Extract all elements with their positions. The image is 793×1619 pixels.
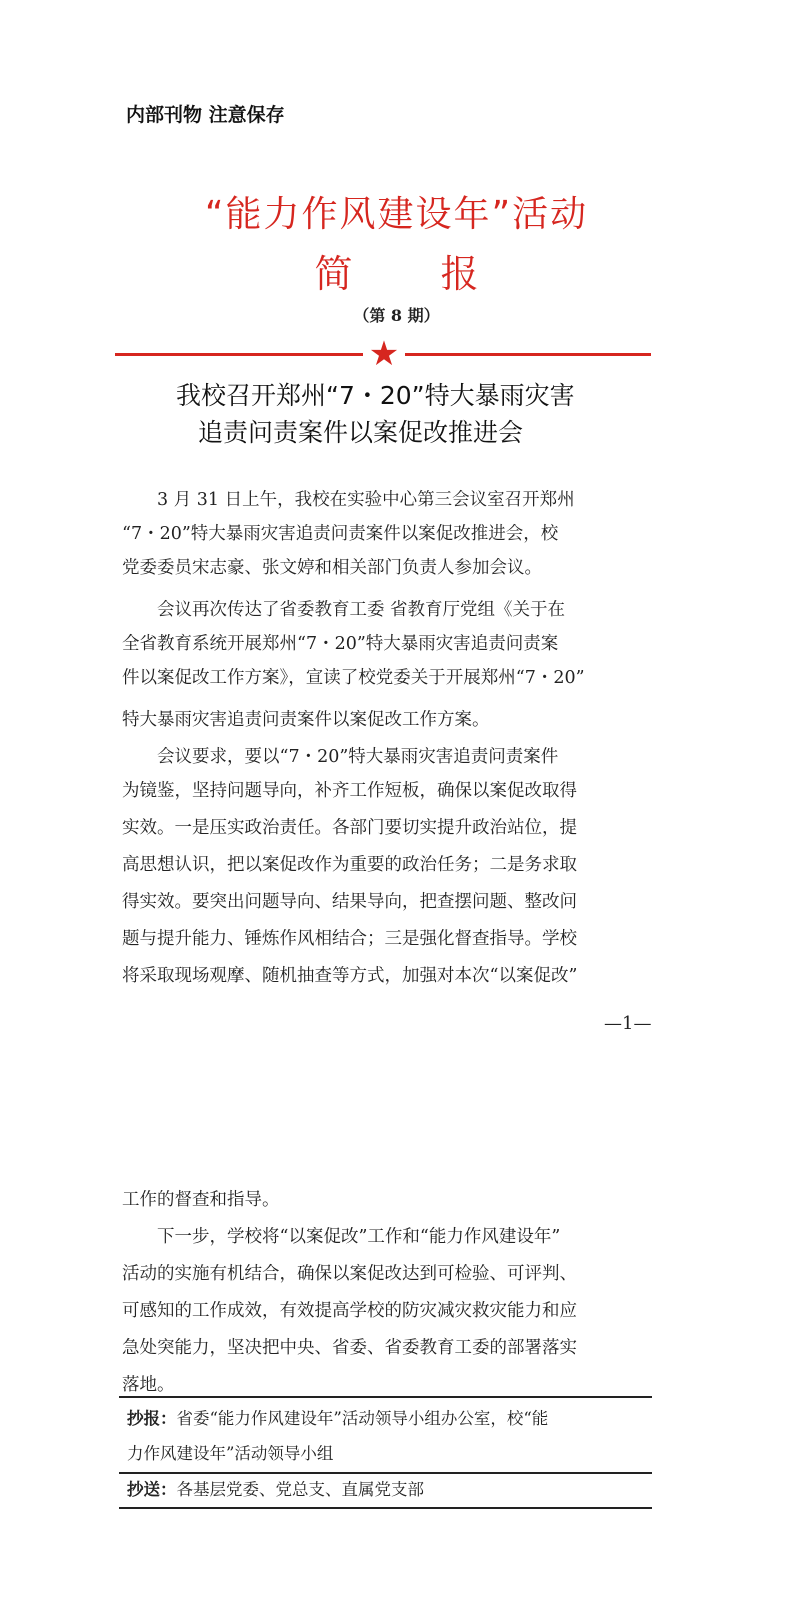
subtitle-char-1: 简: [314, 252, 353, 296]
body-line: 特大暴雨灾害追责问责案件以案促改工作方案。: [122, 710, 490, 730]
copy-to-text: 各基层党委、党总支、直属党支部: [176, 1480, 424, 1499]
copy-to-line: [127, 1474, 424, 1506]
body-line: 3 月 31 日上午，我校在实验中心第三会议室召开郑州: [122, 490, 575, 510]
body-line: 会议再次传达了省委教育工委 省教育厅党组《关于在: [122, 600, 566, 620]
body-line: “7・20”特大暴雨灾害追责问责案件以案促改推进会，校: [122, 524, 559, 544]
copy-to-label: 抄送：: [127, 1480, 177, 1499]
body-line: 高思想认识，把以案促改作为重要的政治任务；二是务求取: [122, 855, 577, 875]
distribution-rule-bottom: [119, 1507, 652, 1509]
body-line: 可感知的工作成效，有效提高学校的防灾减灾救灾能力和应: [122, 1301, 577, 1321]
body-line: 为镜鉴，坚持问题导向，补齐工作短板，确保以案促改取得: [122, 781, 577, 801]
issue-number: （第 8 期）: [353, 306, 440, 325]
star-icon: ★: [368, 334, 400, 374]
body-line: 件以案促改工作方案》，宣读了校党委关于开展郑州“7・20”: [122, 668, 585, 688]
body-line: 落地。: [122, 1375, 175, 1395]
body-line: 活动的实施有机结合，确保以案促改达到可检验、可评判、: [122, 1264, 577, 1284]
body-line: 得实效。要突出问题导向、结果导向，把查摆问题、整改问: [122, 892, 577, 912]
body-line: 将采取现场观摩、随机抽查等方式，加强对本次“以案促改”: [122, 966, 578, 986]
distribution-rule-top: [119, 1396, 652, 1398]
report-to-label: 抄报：: [127, 1409, 177, 1428]
masthead-rule-left: [115, 353, 363, 356]
masthead-rule-right: [405, 353, 651, 356]
body-line: 题与提升能力、锤炼作风相结合；三是强化督查指导。学校: [122, 929, 577, 949]
masthead-subtitle: [0, 243, 793, 298]
body-line: 实效。一是压实政治责任。各部门要切实提升政治站位，提: [122, 818, 577, 838]
report-to-line-1: [127, 1403, 548, 1435]
body-line: 党委委员宋志豪、张文婷和相关部门负责人参加会议。: [122, 558, 542, 578]
classification-label: 内部刊物 注意保存: [126, 104, 285, 126]
page-number: —1—: [604, 1013, 652, 1034]
masthead-title: “能力作风建设年”活动: [204, 194, 589, 235]
headline-line-2: 追责问责案件以案促改推进会: [198, 418, 524, 447]
body-line: 急处突能力，坚决把中央、省委、省委教育工委的部署落实: [122, 1338, 577, 1358]
subtitle-char-2: 报: [440, 252, 479, 296]
report-to-line-2: 力作风建设年”活动领导小组: [127, 1444, 334, 1463]
report-to-text: 省委“能力作风建设年”活动领导小组办公室，校“能: [176, 1409, 549, 1428]
body-line: 下一步，学校将“以案促改”工作和“能力作风建设年”: [122, 1227, 561, 1247]
body-line: 工作的督查和指导。: [122, 1190, 280, 1210]
body-line: 全省教育系统开展郑州“7・20”特大暴雨灾害追责问责案: [122, 634, 559, 654]
headline-line-1: 我校召开郑州“7・20”特大暴雨灾害: [176, 381, 575, 410]
body-line: 会议要求，要以“7・20”特大暴雨灾害追责问责案件: [122, 747, 559, 767]
